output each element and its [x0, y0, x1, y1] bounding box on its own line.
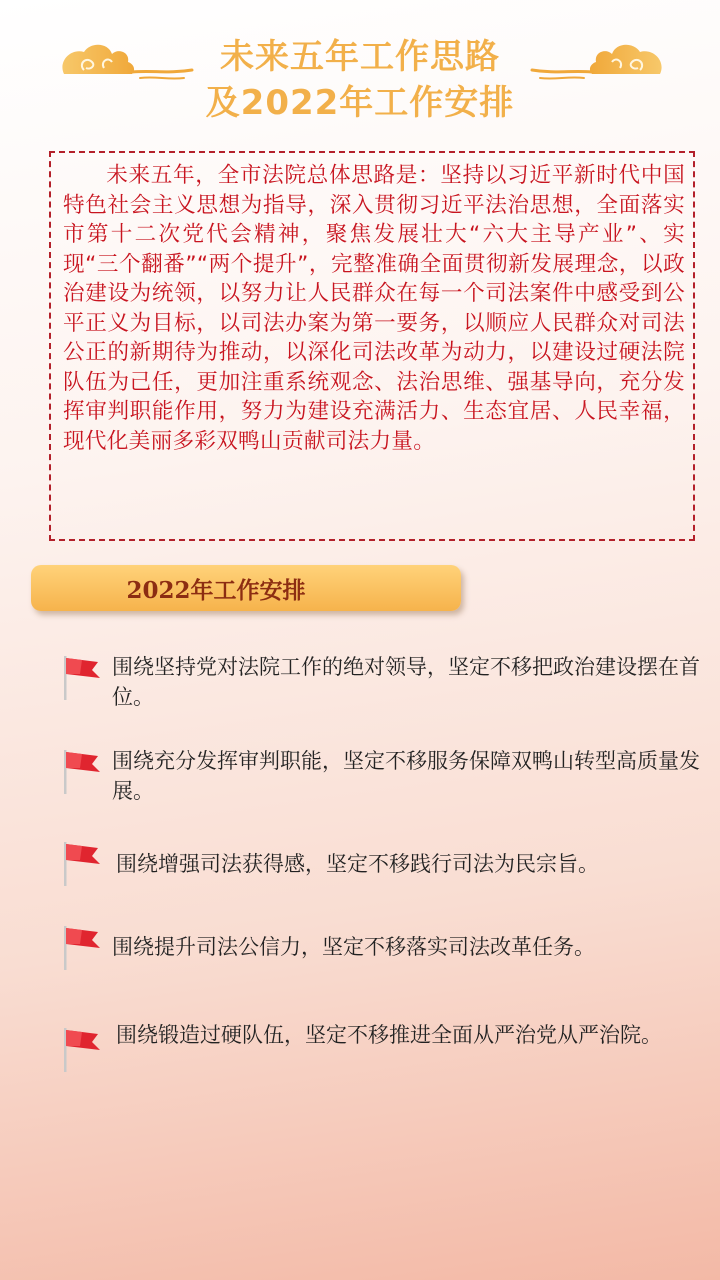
- section-header: [31, 565, 461, 611]
- list-item-text: 围绕坚持党对法院工作的绝对领导，坚定不移把政治建设摆在首位。: [112, 655, 700, 709]
- list-item-text: 围绕充分发挥审判职能，坚定不移服务保障双鸭山转型高质量发展。: [112, 749, 700, 803]
- intro-box: [49, 151, 695, 541]
- red-flag-icon: [60, 746, 104, 796]
- intro-paragraph: 未来五年，全市法院总体思路是：坚持以习近平新时代中国特色社会主义思想为指导，深入贯彻习近平法治思想，全面落实市第十二次党代会精神，聚焦发展壮大“六大主导产业”、实现“三个翻番”“两个提升”，完整准确全面贯彻新发展理念，以政治建设为统领，以努力让人民群众在每一个司法案件中感受到公平正义为目标，以司法办案为第一要务，以顺应人民群众对司法公正的新期待为推动，以深化司法改革为动力，以建设过硬法院队伍为己任，更加注重系统观念、法治思维、强基导向，充分发挥审判职能作用，努力为建设充满活力、生态宜居、人民幸福，现代化美丽多彩双鸭山贡献司法力量。: [63, 163, 685, 454]
- red-flag-icon: [60, 922, 104, 972]
- list-item-text: 围绕锻造过硬队伍，坚定不移推进全面从严治党从严治院。: [116, 1023, 662, 1047]
- red-flag-icon: [60, 838, 104, 888]
- list-item-text: 围绕增强司法获得感，坚定不移践行司法为民宗旨。: [116, 852, 599, 876]
- list-item-text: 围绕提升司法公信力，坚定不移落实司法改革任务。: [112, 935, 595, 959]
- red-flag-icon: [60, 652, 104, 702]
- section-title: 2022年工作安排: [126, 576, 306, 604]
- title-line-2: 及2022年工作安排: [205, 83, 515, 123]
- red-flag-icon: [60, 1024, 104, 1074]
- title-line-1: 未来五年工作思路: [220, 37, 500, 77]
- page-title: [0, 34, 720, 126]
